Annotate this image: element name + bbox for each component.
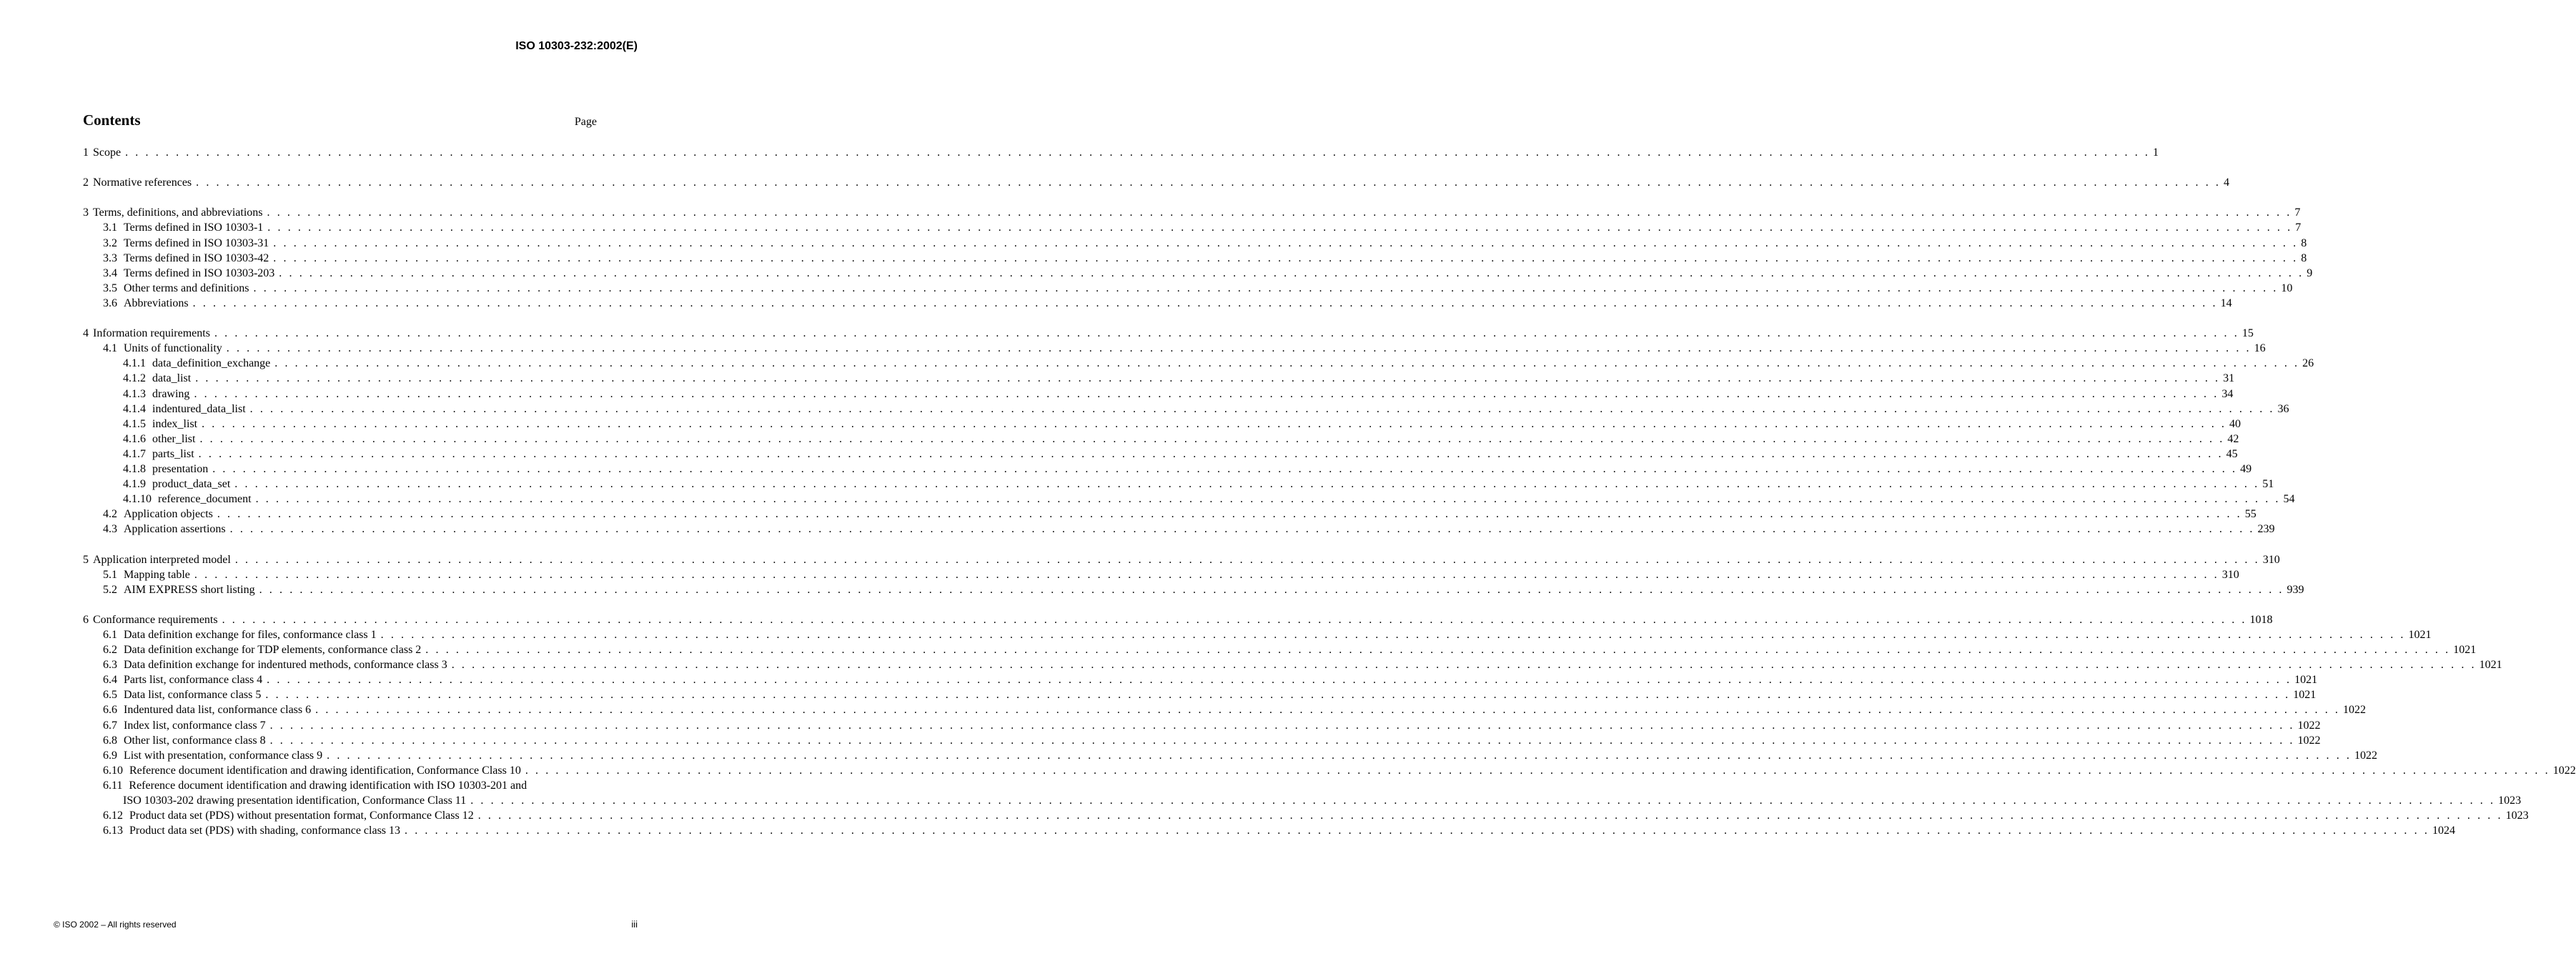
- toc-entry-page: 34: [2221, 387, 2234, 400]
- toc-entry[interactable]: [83, 356, 2314, 371]
- toc-entry-page: 1021: [2293, 689, 2317, 702]
- toc-entry-page: 42: [2227, 432, 2239, 445]
- toc-dot-leader: . . . . . . . . . . . . . . . . . . . . . . . . . . . . . . . . . . . . . . . . . . . . . . . . . . . . . . . . . . . . . . . . . . . . . . . . . . . . . . . . . . . . . . . . . . . . . . . . . . . . . . . . . . . . . . . . . . . . . . . . . . . . . . . . . . . . . . . . . . . . . . . . . . . . . . . . . . . . . . . . . . . . . . . . . . . . . . . . . . . . . . . . . . . . . . . . . . . . . . . .: [125, 146, 2151, 159]
- toc-dot-leader: . . . . . . . . . . . . . . . . . . . . . . . . . . . . . . . . . . . . . . . . . . . . . . . . . . . . . . . . . . . . . . . . . . . . . . . . . . . . . . . . . . . . . . . . . . . . . . . . . . . . . . . . . . . . . . . . . . . . . . . . . . . . . . . . . . . . . . . . . . . . . . . . . . . . . . . . . . . . . . . . . . . . . . . . . . . . . . . . . . . . . . . . . . . . . . . . . . . . . . . .: [217, 508, 2242, 521]
- toc-entry-title: Terms defined in ISO 10303-1: [124, 221, 264, 234]
- toc-entry-number: 4.1.1: [123, 357, 146, 370]
- toc-entry[interactable]: [83, 477, 2274, 492]
- toc-dot-leader: . . . . . . . . . . . . . . . . . . . . . . . . . . . . . . . . . . . . . . . . . . . . . . . . . . . . . . . . . . . . . . . . . . . . . . . . . . . . . . . . . . . . . . . . . . . . . . . . . . . . . . . . . . . . . . . . . . . . . . . . . . . . . . . . . . . . . . . . . . . . . . . . . . . . . . . . . . . . . . . . . . . . . . . . . . . . . . . . . . . . . . . . . . . . . . . . . . . . . . . .: [315, 704, 2341, 717]
- toc-dot-leader: . . . . . . . . . . . . . . . . . . . . . . . . . . . . . . . . . . . . . . . . . . . . . . . . . . . . . . . . . . . . . . . . . . . . . . . . . . . . . . . . . . . . . . . . . . . . . . . . . . . . . . . . . . . . . . . . . . . . . . . . . . . . . . . . . . . . . . . . . . . . . . . . . . . . . . . . . . . . . . . . . . . . . . . . . . . . . . . . . . . . . . . . . . . . . . . . . . . . . . . .: [195, 372, 2221, 385]
- copyright-footer: © ISO 2002 – All rights reserved: [54, 920, 177, 930]
- toc-entry-page: 1023: [2498, 795, 2522, 807]
- toc-entry[interactable]: [83, 522, 2275, 537]
- toc-entry-number: 4.1.5: [123, 417, 146, 430]
- toc-entry-number: 4.1: [103, 342, 117, 355]
- toc-entry-page: 1021: [2453, 644, 2477, 657]
- toc-entry-number: 5.1: [103, 568, 117, 581]
- toc-entry-number: 4.1.3: [123, 387, 146, 400]
- toc-entry-title: Indentured data list, conformance class 6: [124, 704, 312, 717]
- toc-entry[interactable]: [83, 552, 2280, 567]
- toc-entry-title: parts_list: [152, 447, 194, 460]
- toc-entry[interactable]: [83, 808, 2529, 823]
- toc-entry[interactable]: [83, 205, 2301, 220]
- toc-entry[interactable]: [83, 507, 2257, 522]
- toc-entry-number: 3.1: [103, 221, 117, 234]
- toc-entry[interactable]: [83, 417, 2241, 432]
- toc-entry-number: 4.3: [103, 523, 117, 536]
- toc-entry[interactable]: [83, 341, 2266, 356]
- toc-entry[interactable]: [83, 175, 2230, 190]
- toc-entry-title: Other list, conformance class 8: [124, 734, 266, 747]
- toc-entry-page: 26: [2302, 357, 2314, 370]
- toc-entry-page: 15: [2241, 327, 2254, 340]
- toc-entry-title: Terms defined in ISO 10303-42: [124, 252, 269, 264]
- toc-entry-title: Information requirements: [93, 327, 210, 340]
- toc-entry-number: 3.4: [103, 267, 117, 279]
- toc-dot-leader: . . . . . . . . . . . . . . . . . . . . . . . . . . . . . . . . . . . . . . . . . . . . . . . . . . . . . . . . . . . . . . . . . . . . . . . . . . . . . . . . . . . . . . . . . . . . . . . . . . . . . . . . . . . . . . . . . . . . . . . . . . . . . . . . . . . . . . . . . . . . . . . . . . . . . . . . . . . . . . . . . . . . . . . . . . . . . . . . . . . . . . . . . . . . . . . . . . . . . . . .: [327, 749, 2352, 762]
- toc-entry-number: 6.7: [103, 719, 117, 732]
- toc-entry-title: Reference document identification and drawing identification, Conformance Class 10: [129, 764, 521, 777]
- toc-entry[interactable]: [83, 145, 2159, 160]
- toc-entry-number: 6.13: [103, 825, 123, 837]
- toc-entry-title: Mapping table: [124, 568, 190, 581]
- toc-entry-title: Normative references: [93, 176, 192, 189]
- toc-entry-title: Terms, definitions, and abbreviations: [93, 206, 263, 219]
- toc-dot-leader: . . . . . . . . . . . . . . . . . . . . . . . . . . . . . . . . . . . . . . . . . . . . . . . . . . . . . . . . . . . . . . . . . . . . . . . . . . . . . . . . . . . . . . . . . . . . . . . . . . . . . . . . . . . . . . . . . . . . . . . . . . . . . . . . . . . . . . . . . . . . . . . . . . . . . . . . . . . . . . . . . . . . . . . . . . . . . . . . . . . . . . . . . . . . . . . . . . . . . . . .: [269, 734, 2295, 747]
- toc-entry-page: 36: [2277, 402, 2289, 415]
- toc-entry-page: 7: [2295, 221, 2302, 234]
- toc-entry-title: data_list: [152, 372, 192, 385]
- toc-entry-number: 6.9: [103, 749, 117, 762]
- toc-entry[interactable]: [83, 657, 2502, 672]
- toc-entry[interactable]: [83, 447, 2238, 462]
- toc-entry-number: 3.5: [103, 282, 117, 294]
- document-id-header: ISO 10303-232:2002(E): [515, 40, 638, 52]
- toc-entry[interactable]: [83, 251, 2307, 266]
- toc-entry-title: data_definition_exchange: [152, 357, 271, 370]
- toc-entry-page: 16: [2254, 342, 2266, 355]
- toc-entry-title: Product data set (PDS) without presentation format, Conformance Class 12: [129, 810, 474, 822]
- toc-entry-page: 1: [2153, 146, 2159, 159]
- toc-dot-leader: . . . . . . . . . . . . . . . . . . . . . . . . . . . . . . . . . . . . . . . . . . . . . . . . . . . . . . . . . . . . . . . . . . . . . . . . . . . . . . . . . . . . . . . . . . . . . . . . . . . . . . . . . . . . . . . . . . . . . . . . . . . . . . . . . . . . . . . . . . . . . . . . . . . . . . . . . . . . . . . . . . . . . . . . . . . . . . . . . . . . . . . . . . . . . . . . . . . . . . . .: [525, 764, 2550, 777]
- toc-entry-number: 4.1.6: [123, 432, 146, 445]
- toc-entry-page: 1021: [2408, 629, 2432, 641]
- toc-entry-title: Data definition exchange for TDP elements, conformance class 2: [124, 644, 422, 657]
- toc-entry-page: 310: [2262, 553, 2280, 566]
- toc-entry[interactable]: [83, 402, 2289, 417]
- toc-entry-number: 6.1: [103, 629, 117, 641]
- toc-entry-title: Other terms and definitions: [124, 282, 249, 294]
- page-number-footer: iii: [631, 919, 638, 930]
- toc-entry-number: 4.1.4: [123, 402, 146, 415]
- toc-entry-page: 10: [2281, 282, 2293, 294]
- toc-entry[interactable]: [83, 793, 2522, 808]
- toc-entry[interactable]: [83, 220, 2302, 235]
- toc-entry-title: Terms defined in ISO 10303-203: [124, 267, 275, 279]
- toc-entry-number: 6.3: [103, 659, 117, 672]
- toc-entry-number: 4.1.10: [123, 493, 152, 506]
- toc-dot-leader: . . . . . . . . . . . . . . . . . . . . . . . . . . . . . . . . . . . . . . . . . . . . . . . . . . . . . . . . . . . . . . . . . . . . . . . . . . . . . . . . . . . . . . . . . . . . . . . . . . . . . . . . . . . . . . . . . . . . . . . . . . . . . . . . . . . . . . . . . . . . . . . . . . . . . . . . . . . . . . . . . . . . . . . . . . . . . . . . . . . . . . . . . . . . . . . . . . . . . . . .: [451, 659, 2477, 672]
- toc-dot-leader: . . . . . . . . . . . . . . . . . . . . . . . . . . . . . . . . . . . . . . . . . . . . . . . . . . . . . . . . . . . . . . . . . . . . . . . . . . . . . . . . . . . . . . . . . . . . . . . . . . . . . . . . . . . . . . . . . . . . . . . . . . . . . . . . . . . . . . . . . . . . . . . . . . . . . . . . . . . . . . . . . . . . . . . . . . . . . . . . . . . . . . . . . . . . . . . . . . . . . . . .: [273, 252, 2299, 264]
- toc-entry[interactable]: [83, 296, 2232, 311]
- toc-entry-title: drawing: [152, 387, 190, 400]
- toc-entry-page: 1022: [2297, 719, 2321, 732]
- toc-dot-leader: . . . . . . . . . . . . . . . . . . . . . . . . . . . . . . . . . . . . . . . . . . . . . . . . . . . . . . . . . . . . . . . . . . . . . . . . . . . . . . . . . . . . . . . . . . . . . . . . . . . . . . . . . . . . . . . . . . . . . . . . . . . . . . . . . . . . . . . . . . . . . . . . . . . . . . . . . . . . . . . . . . . . . . . . . . . . . . . . . . . . . . . . . . . . . . . . . . . . . . . .: [267, 206, 2292, 219]
- toc-entry-title: Conformance requirements: [93, 613, 218, 626]
- toc-dot-leader: . . . . . . . . . . . . . . . . . . . . . . . . . . . . . . . . . . . . . . . . . . . . . . . . . . . . . . . . . . . . . . . . . . . . . . . . . . . . . . . . . . . . . . . . . . . . . . . . . . . . . . . . . . . . . . . . . . . . . . . . . . . . . . . . . . . . . . . . . . . . . . . . . . . . . . . . . . . . . . . . . . . . . . . . . . . . . . . . . . . . . . . . . . . . . . . . . . . . . . . .: [196, 176, 2221, 189]
- toc-entry-number: 3: [83, 206, 89, 219]
- toc-dot-leader: . . . . . . . . . . . . . . . . . . . . . . . . . . . . . . . . . . . . . . . . . . . . . . . . . . . . . . . . . . . . . . . . . . . . . . . . . . . . . . . . . . . . . . . . . . . . . . . . . . . . . . . . . . . . . . . . . . . . . . . . . . . . . . . . . . . . . . . . . . . . . . . . . . . . . . . . . . . . . . . . . . . . . . . . . . . . . . . . . . . . . . . . . . . . . . . . . . . . . . . .: [253, 282, 2279, 294]
- toc-entry-number: 6.6: [103, 704, 117, 717]
- contents-title: Contents: [83, 111, 141, 129]
- toc-entry-number: 5: [83, 553, 89, 566]
- toc-dot-leader: . . . . . . . . . . . . . . . . . . . . . . . . . . . . . . . . . . . . . . . . . . . . . . . . . . . . . . . . . . . . . . . . . . . . . . . . . . . . . . . . . . . . . . . . . . . . . . . . . . . . . . . . . . . . . . . . . . . . . . . . . . . . . . . . . . . . . . . . . . . . . . . . . . . . . . . . . . . . . . . . . . . . . . . . . . . . . . . . . . . . . . . . . . . . . . . . . . . . . . . .: [199, 432, 2225, 445]
- toc-entry-number: 6.2: [103, 644, 117, 657]
- toc-entry-page: 1023: [2505, 810, 2529, 822]
- toc-entry[interactable]: [83, 387, 2234, 402]
- toc-entry-number: 4.2: [103, 508, 117, 521]
- toc-entry[interactable]: [83, 748, 2378, 763]
- toc-entry-number: 3.3: [103, 252, 117, 264]
- toc-entry-page: 1022: [2552, 764, 2576, 777]
- toc-dot-leader: . . . . . . . . . . . . . . . . . . . . . . . . . . . . . . . . . . . . . . . . . . . . . . . . . . . . . . . . . . . . . . . . . . . . . . . . . . . . . . . . . . . . . . . . . . . . . . . . . . . . . . . . . . . . . . . . . . . . . . . . . . . . . . . . . . . . . . . . . . . . . . . . . . . . . . . . . . . . . . . . . . . . . . . . . . . . . . . . . . . . . . . . . . . . . . . . . . . . . . . .: [255, 493, 2281, 506]
- toc-entry-number: 2: [83, 176, 89, 189]
- toc-dot-leader: . . . . . . . . . . . . . . . . . . . . . . . . . . . . . . . . . . . . . . . . . . . . . . . . . . . . . . . . . . . . . . . . . . . . . . . . . . . . . . . . . . . . . . . . . . . . . . . . . . . . . . . . . . . . . . . . . . . . . . . . . . . . . . . . . . . . . . . . . . . . . . . . . . . . . . . . . . . . . . . . . . . . . . . . . . . . . . . . . . . . . . . . . . . . . . . . . . . . . . . .: [222, 613, 2247, 626]
- toc-dot-leader: . . . . . . . . . . . . . . . . . . . . . . . . . . . . . . . . . . . . . . . . . . . . . . . . . . . . . . . . . . . . . . . . . . . . . . . . . . . . . . . . . . . . . . . . . . . . . . . . . . . . . . . . . . . . . . . . . . . . . . . . . . . . . . . . . . . . . . . . . . . . . . . . . . . . . . . . . . . . . . . . . . . . . . . . . . . . . . . . . . . . . . . . . . . . . . . . . . . . . . . .: [380, 629, 2406, 641]
- toc-entry[interactable]: [83, 687, 2317, 702]
- toc-dot-leader: . . . . . . . . . . . . . . . . . . . . . . . . . . . . . . . . . . . . . . . . . . . . . . . . . . . . . . . . . . . . . . . . . . . . . . . . . . . . . . . . . . . . . . . . . . . . . . . . . . . . . . . . . . . . . . . . . . . . . . . . . . . . . . . . . . . . . . . . . . . . . . . . . . . . . . . . . . . . . . . . . . . . . . . . . . . . . . . . . . . . . . . . . . . . . . . . . . . . . . . .: [477, 810, 2503, 822]
- toc-entry-title: Reference document identification and drawing identification with ISO 10303-201 and: [129, 779, 527, 792]
- toc-dot-leader: . . . . . . . . . . . . . . . . . . . . . . . . . . . . . . . . . . . . . . . . . . . . . . . . . . . . . . . . . . . . . . . . . . . . . . . . . . . . . . . . . . . . . . . . . . . . . . . . . . . . . . . . . . . . . . . . . . . . . . . . . . . . . . . . . . . . . . . . . . . . . . . . . . . . . . . . . . . . . . . . . . . . . . . . . . . . . . . . . . . . . . . . . . . . . . . . . . . . . . . .: [470, 795, 2496, 807]
- toc-entry-page: 54: [2283, 493, 2295, 506]
- toc-entry-title: Abbreviations: [124, 297, 189, 309]
- toc-dot-leader: . . . . . . . . . . . . . . . . . . . . . . . . . . . . . . . . . . . . . . . . . . . . . . . . . . . . . . . . . . . . . . . . . . . . . . . . . . . . . . . . . . . . . . . . . . . . . . . . . . . . . . . . . . . . . . . . . . . . . . . . . . . . . . . . . . . . . . . . . . . . . . . . . . . . . . . . . . . . . . . . . . . . . . . . . . . . . . . . . . . . . . . . . . . . . . . . . . . . . . . .: [226, 342, 2251, 355]
- toc-entry-title: presentation: [152, 462, 209, 475]
- toc-entry-page: 49: [2240, 462, 2252, 475]
- toc-dot-leader: . . . . . . . . . . . . . . . . . . . . . . . . . . . . . . . . . . . . . . . . . . . . . . . . . . . . . . . . . . . . . . . . . . . . . . . . . . . . . . . . . . . . . . . . . . . . . . . . . . . . . . . . . . . . . . . . . . . . . . . . . . . . . . . . . . . . . . . . . . . . . . . . . . . . . . . . . . . . . . . . . . . . . . . . . . . . . . . . . . . . . . . . . . . . . . . . . . . . . . . .: [234, 478, 2260, 491]
- toc-dot-leader: . . . . . . . . . . . . . . . . . . . . . . . . . . . . . . . . . . . . . . . . . . . . . . . . . . . . . . . . . . . . . . . . . . . . . . . . . . . . . . . . . . . . . . . . . . . . . . . . . . . . . . . . . . . . . . . . . . . . . . . . . . . . . . . . . . . . . . . . . . . . . . . . . . . . . . . . . . . . . . . . . . . . . . . . . . . . . . . . . . . . . . . . . . . . . . . . . . . . . . . .: [192, 297, 2218, 309]
- toc-entry-page: 55: [2244, 508, 2257, 521]
- toc-entry-number: 4.1.9: [123, 478, 146, 491]
- toc-dot-leader: . . . . . . . . . . . . . . . . . . . . . . . . . . . . . . . . . . . . . . . . . . . . . . . . . . . . . . . . . . . . . . . . . . . . . . . . . . . . . . . . . . . . . . . . . . . . . . . . . . . . . . . . . . . . . . . . . . . . . . . . . . . . . . . . . . . . . . . . . . . . . . . . . . . . . . . . . . . . . . . . . . . . . . . . . . . . . . . . . . . . . . . . . . . . . . . . . . . . . . . .: [259, 583, 2284, 596]
- toc-entry-page: 40: [2229, 417, 2241, 430]
- toc-entry-number: 4.1.8: [123, 462, 146, 475]
- toc-dot-leader: . . . . . . . . . . . . . . . . . . . . . . . . . . . . . . . . . . . . . . . . . . . . . . . . . . . . . . . . . . . . . . . . . . . . . . . . . . . . . . . . . . . . . . . . . . . . . . . . . . . . . . . . . . . . . . . . . . . . . . . . . . . . . . . . . . . . . . . . . . . . . . . . . . . . . . . . . . . . . . . . . . . . . . . . . . . . . . . . . . . . . . . . . . . . . . . . . . . . . . . .: [425, 644, 2451, 657]
- toc-dot-leader: . . . . . . . . . . . . . . . . . . . . . . . . . . . . . . . . . . . . . . . . . . . . . . . . . . . . . . . . . . . . . . . . . . . . . . . . . . . . . . . . . . . . . . . . . . . . . . . . . . . . . . . . . . . . . . . . . . . . . . . . . . . . . . . . . . . . . . . . . . . . . . . . . . . . . . . . . . . . . . . . . . . . . . . . . . . . . . . . . . . . . . . . . . . . . . . . . . . . . . . .: [202, 417, 2227, 430]
- toc-entry-number: 6.4: [103, 674, 117, 687]
- toc-entry[interactable]: [83, 492, 2295, 507]
- toc-entry[interactable]: [83, 642, 2477, 657]
- toc-entry-title: Data definition exchange for indentured methods, conformance class 3: [124, 659, 447, 672]
- toc-entry-page: 1022: [2343, 704, 2367, 717]
- toc-entry[interactable]: [83, 281, 2293, 296]
- toc-entry[interactable]: [83, 462, 2252, 477]
- toc-dot-leader: . . . . . . . . . . . . . . . . . . . . . . . . . . . . . . . . . . . . . . . . . . . . . . . . . . . . . . . . . . . . . . . . . . . . . . . . . . . . . . . . . . . . . . . . . . . . . . . . . . . . . . . . . . . . . . . . . . . . . . . . . . . . . . . . . . . . . . . . . . . . . . . . . . . . . . . . . . . . . . . . . . . . . . . . . . . . . . . . . . . . . . . . . . . . . . . . . . . . . . . .: [273, 236, 2299, 249]
- toc-entry-number: 1: [83, 146, 89, 159]
- toc-entry-number: 6.12: [103, 810, 123, 822]
- toc-entry[interactable]: [83, 702, 2367, 717]
- toc-dot-leader: . . . . . . . . . . . . . . . . . . . . . . . . . . . . . . . . . . . . . . . . . . . . . . . . . . . . . . . . . . . . . . . . . . . . . . . . . . . . . . . . . . . . . . . . . . . . . . . . . . . . . . . . . . . . . . . . . . . . . . . . . . . . . . . . . . . . . . . . . . . . . . . . . . . . . . . . . . . . . . . . . . . . . . . . . . . . . . . . . . . . . . . . . . . . . . . . . . . . . . . .: [198, 447, 2224, 460]
- toc-entry-page: 7: [2294, 206, 2301, 219]
- toc-entry-page: 310: [2221, 568, 2239, 581]
- toc-dot-leader: . . . . . . . . . . . . . . . . . . . . . . . . . . . . . . . . . . . . . . . . . . . . . . . . . . . . . . . . . . . . . . . . . . . . . . . . . . . . . . . . . . . . . . . . . . . . . . . . . . . . . . . . . . . . . . . . . . . . . . . . . . . . . . . . . . . . . . . . . . . . . . . . . . . . . . . . . . . . . . . . . . . . . . . . . . . . . . . . . . . . . . . . . . . . . . . . . . . . . . . .: [249, 402, 2275, 415]
- toc-dot-leader: . . . . . . . . . . . . . . . . . . . . . . . . . . . . . . . . . . . . . . . . . . . . . . . . . . . . . . . . . . . . . . . . . . . . . . . . . . . . . . . . . . . . . . . . . . . . . . . . . . . . . . . . . . . . . . . . . . . . . . . . . . . . . . . . . . . . . . . . . . . . . . . . . . . . . . . . . . . . . . . . . . . . . . . . . . . . . . . . . . . . . . . . . . . . . . . . . . . . . . . .: [212, 462, 2238, 475]
- toc-entry-page: 8: [2301, 236, 2307, 249]
- page-column-label: Page: [574, 116, 597, 128]
- toc-dot-leader: . . . . . . . . . . . . . . . . . . . . . . . . . . . . . . . . . . . . . . . . . . . . . . . . . . . . . . . . . . . . . . . . . . . . . . . . . . . . . . . . . . . . . . . . . . . . . . . . . . . . . . . . . . . . . . . . . . . . . . . . . . . . . . . . . . . . . . . . . . . . . . . . . . . . . . . . . . . . . . . . . . . . . . . . . . . . . . . . . . . . . . . . . . . . . . . . . . . . . . . .: [194, 387, 2219, 400]
- toc-entry-page: 9: [2307, 267, 2313, 279]
- toc-dot-leader: . . . . . . . . . . . . . . . . . . . . . . . . . . . . . . . . . . . . . . . . . . . . . . . . . . . . . . . . . . . . . . . . . . . . . . . . . . . . . . . . . . . . . . . . . . . . . . . . . . . . . . . . . . . . . . . . . . . . . . . . . . . . . . . . . . . . . . . . . . . . . . . . . . . . . . . . . . . . . . . . . . . . . . . . . . . . . . . . . . . . . . . . . . . . . . . . . . . . . . . .: [274, 357, 2300, 370]
- toc-entry[interactable]: [83, 823, 2455, 838]
- toc-entry-title: indentured_data_list: [152, 402, 246, 415]
- toc-entry[interactable]: [83, 763, 2576, 778]
- toc-entry[interactable]: [83, 371, 2235, 386]
- toc-entry-page: 1021: [2479, 659, 2502, 672]
- toc-entry-number: 4: [83, 327, 89, 340]
- toc-entry-page: 239: [2257, 523, 2275, 536]
- toc-entry-number: 3.6: [103, 297, 117, 309]
- table-of-contents: [83, 145, 2576, 838]
- toc-dot-leader: . . . . . . . . . . . . . . . . . . . . . . . . . . . . . . . . . . . . . . . . . . . . . . . . . . . . . . . . . . . . . . . . . . . . . . . . . . . . . . . . . . . . . . . . . . . . . . . . . . . . . . . . . . . . . . . . . . . . . . . . . . . . . . . . . . . . . . . . . . . . . . . . . . . . . . . . . . . . . . . . . . . . . . . . . . . . . . . . . . . . . . . . . . . . . . . . . . . . . . . .: [194, 568, 2219, 581]
- toc-entry-page: 939: [2287, 583, 2304, 596]
- toc-entry-number: 6.11: [103, 779, 123, 792]
- toc-entry-page: 8: [2301, 252, 2307, 264]
- toc-entry-page: 14: [2220, 297, 2232, 309]
- toc-dot-leader: . . . . . . . . . . . . . . . . . . . . . . . . . . . . . . . . . . . . . . . . . . . . . . . . . . . . . . . . . . . . . . . . . . . . . . . . . . . . . . . . . . . . . . . . . . . . . . . . . . . . . . . . . . . . . . . . . . . . . . . . . . . . . . . . . . . . . . . . . . . . . . . . . . . . . . . . . . . . . . . . . . . . . . . . . . . . . . . . . . . . . . . . . . . . . . . . . . . . . . . .: [279, 267, 2304, 279]
- toc-entry[interactable]: [83, 266, 2313, 281]
- toc-entry-page: 1024: [2432, 825, 2455, 837]
- toc-entry-title: other_list: [152, 432, 196, 445]
- toc-entry-number: 6.5: [103, 689, 117, 702]
- toc-entry-title: List with presentation, conformance class 9: [124, 749, 323, 762]
- toc-entry-number: 4.1.7: [123, 447, 146, 460]
- toc-dot-leader: . . . . . . . . . . . . . . . . . . . . . . . . . . . . . . . . . . . . . . . . . . . . . . . . . . . . . . . . . . . . . . . . . . . . . . . . . . . . . . . . . . . . . . . . . . . . . . . . . . . . . . . . . . . . . . . . . . . . . . . . . . . . . . . . . . . . . . . . . . . . . . . . . . . . . . . . . . . . . . . . . . . . . . . . . . . . . . . . . . . . . . . . . . . . . . . . . . . . . . . .: [267, 221, 2293, 234]
- toc-entry[interactable]: [83, 236, 2307, 251]
- toc-entry-number: 5.2: [103, 583, 117, 596]
- toc-entry[interactable]: [83, 582, 2304, 597]
- toc-entry-number: 6: [83, 613, 89, 626]
- toc-dot-leader: . . . . . . . . . . . . . . . . . . . . . . . . . . . . . . . . . . . . . . . . . . . . . . . . . . . . . . . . . . . . . . . . . . . . . . . . . . . . . . . . . . . . . . . . . . . . . . . . . . . . . . . . . . . . . . . . . . . . . . . . . . . . . . . . . . . . . . . . . . . . . . . . . . . . . . . . . . . . . . . . . . . . . . . . . . . . . . . . . . . . . . . . . . . . . . . . . . . . . . . .: [265, 689, 2291, 702]
- toc-entry-title: Terms defined in ISO 10303-31: [124, 236, 269, 249]
- toc-entry-title: Product data set (PDS) with shading, conformance class 13: [129, 825, 401, 837]
- toc-dot-leader: . . . . . . . . . . . . . . . . . . . . . . . . . . . . . . . . . . . . . . . . . . . . . . . . . . . . . . . . . . . . . . . . . . . . . . . . . . . . . . . . . . . . . . . . . . . . . . . . . . . . . . . . . . . . . . . . . . . . . . . . . . . . . . . . . . . . . . . . . . . . . . . . . . . . . . . . . . . . . . . . . . . . . . . . . . . . . . . . . . . . . . . . . . . . . . . . . . . . . . . .: [405, 825, 2429, 837]
- toc-entry[interactable]: [83, 326, 2254, 341]
- toc-entry-number: 6.8: [103, 734, 117, 747]
- toc-entry-title: Scope: [93, 146, 122, 159]
- toc-entry-title: Application interpreted model: [93, 553, 231, 566]
- toc-entry-page: 1022: [2297, 734, 2321, 747]
- toc-entry-page: 31: [2223, 372, 2235, 385]
- toc-entry-title: Units of functionality: [124, 342, 222, 355]
- toc-entry-page: 1018: [2249, 613, 2273, 626]
- toc-entry-number: 3.2: [103, 236, 117, 249]
- toc-entry-page: 4: [2224, 176, 2230, 189]
- toc-dot-leader: . . . . . . . . . . . . . . . . . . . . . . . . . . . . . . . . . . . . . . . . . . . . . . . . . . . . . . . . . . . . . . . . . . . . . . . . . . . . . . . . . . . . . . . . . . . . . . . . . . . . . . . . . . . . . . . . . . . . . . . . . . . . . . . . . . . . . . . . . . . . . . . . . . . . . . . . . . . . . . . . . . . . . . . . . . . . . . . . . . . . . . . . . . . . . . . . . . . . . . . .: [214, 327, 2239, 340]
- toc-dot-leader: . . . . . . . . . . . . . . . . . . . . . . . . . . . . . . . . . . . . . . . . . . . . . . . . . . . . . . . . . . . . . . . . . . . . . . . . . . . . . . . . . . . . . . . . . . . . . . . . . . . . . . . . . . . . . . . . . . . . . . . . . . . . . . . . . . . . . . . . . . . . . . . . . . . . . . . . . . . . . . . . . . . . . . . . . . . . . . . . . . . . . . . . . . . . . . . . . . . . . . . .: [269, 719, 2295, 732]
- toc-entry[interactable]: [83, 718, 2321, 733]
- toc-entry[interactable]: [83, 612, 2273, 627]
- toc-entry-title: Data definition exchange for files, conformance class 1: [124, 629, 377, 641]
- toc-entry[interactable]: [83, 567, 2239, 582]
- toc-entry-title: reference_document: [158, 493, 252, 506]
- toc-entry-page: 1021: [2294, 674, 2318, 687]
- toc-entry[interactable]: [83, 778, 597, 793]
- toc-entry-title: ISO 10303-202 drawing presentation identification, Conformance Class 11: [123, 795, 467, 807]
- toc-entry-number: 6.10: [103, 764, 123, 777]
- toc-entry-title: Parts list, conformance class 4: [124, 674, 263, 687]
- toc-entry-number: 4.1.2: [123, 372, 146, 385]
- toc-entry[interactable]: [83, 733, 2321, 748]
- toc-entry-page: 1022: [2354, 749, 2378, 762]
- toc-entry[interactable]: [83, 432, 2239, 447]
- toc-entry-page: 51: [2262, 478, 2274, 491]
- toc-entry-title: Index list, conformance class 7: [124, 719, 266, 732]
- toc-entry-page: 45: [2226, 447, 2238, 460]
- toc-entry-title: index_list: [152, 417, 198, 430]
- toc-dot-leader: . . . . . . . . . . . . . . . . . . . . . . . . . . . . . . . . . . . . . . . . . . . . . . . . . . . . . . . . . . . . . . . . . . . . . . . . . . . . . . . . . . . . . . . . . . . . . . . . . . . . . . . . . . . . . . . . . . . . . . . . . . . . . . . . . . . . . . . . . . . . . . . . . . . . . . . . . . . . . . . . . . . . . . . . . . . . . . . . . . . . . . . . . . . . . . . . . . . . . . . .: [234, 553, 2260, 566]
- toc-entry-title: Data list, conformance class 5: [124, 689, 262, 702]
- toc-entry[interactable]: [83, 627, 2432, 642]
- toc-dot-leader: . . . . . . . . . . . . . . . . . . . . . . . . . . . . . . . . . . . . . . . . . . . . . . . . . . . . . . . . . . . . . . . . . . . . . . . . . . . . . . . . . . . . . . . . . . . . . . . . . . . . . . . . . . . . . . . . . . . . . . . . . . . . . . . . . . . . . . . . . . . . . . . . . . . . . . . . . . . . . . . . . . . . . . . . . . . . . . . . . . . . . . . . . . . . . . . . . . . . . . . .: [267, 674, 2292, 687]
- toc-dot-leader: . . . . . . . . . . . . . . . . . . . . . . . . . . . . . . . . . . . . . . . . . . . . . . . . . . . . . . . . . . . . . . . . . . . . . . . . . . . . . . . . . . . . . . . . . . . . . . . . . . . . . . . . . . . . . . . . . . . . . . . . . . . . . . . . . . . . . . . . . . . . . . . . . . . . . . . . . . . . . . . . . . . . . . . . . . . . . . . . . . . . . . . . . . . . . . . . . . . . . . . .: [229, 523, 2255, 536]
- toc-entry-title: Application assertions: [124, 523, 226, 536]
- toc-entry-title: product_data_set: [152, 478, 231, 491]
- toc-entry-title: AIM EXPRESS short listing: [124, 583, 255, 596]
- toc-entry[interactable]: [83, 672, 2318, 687]
- toc-entry-title: Application objects: [124, 508, 213, 521]
